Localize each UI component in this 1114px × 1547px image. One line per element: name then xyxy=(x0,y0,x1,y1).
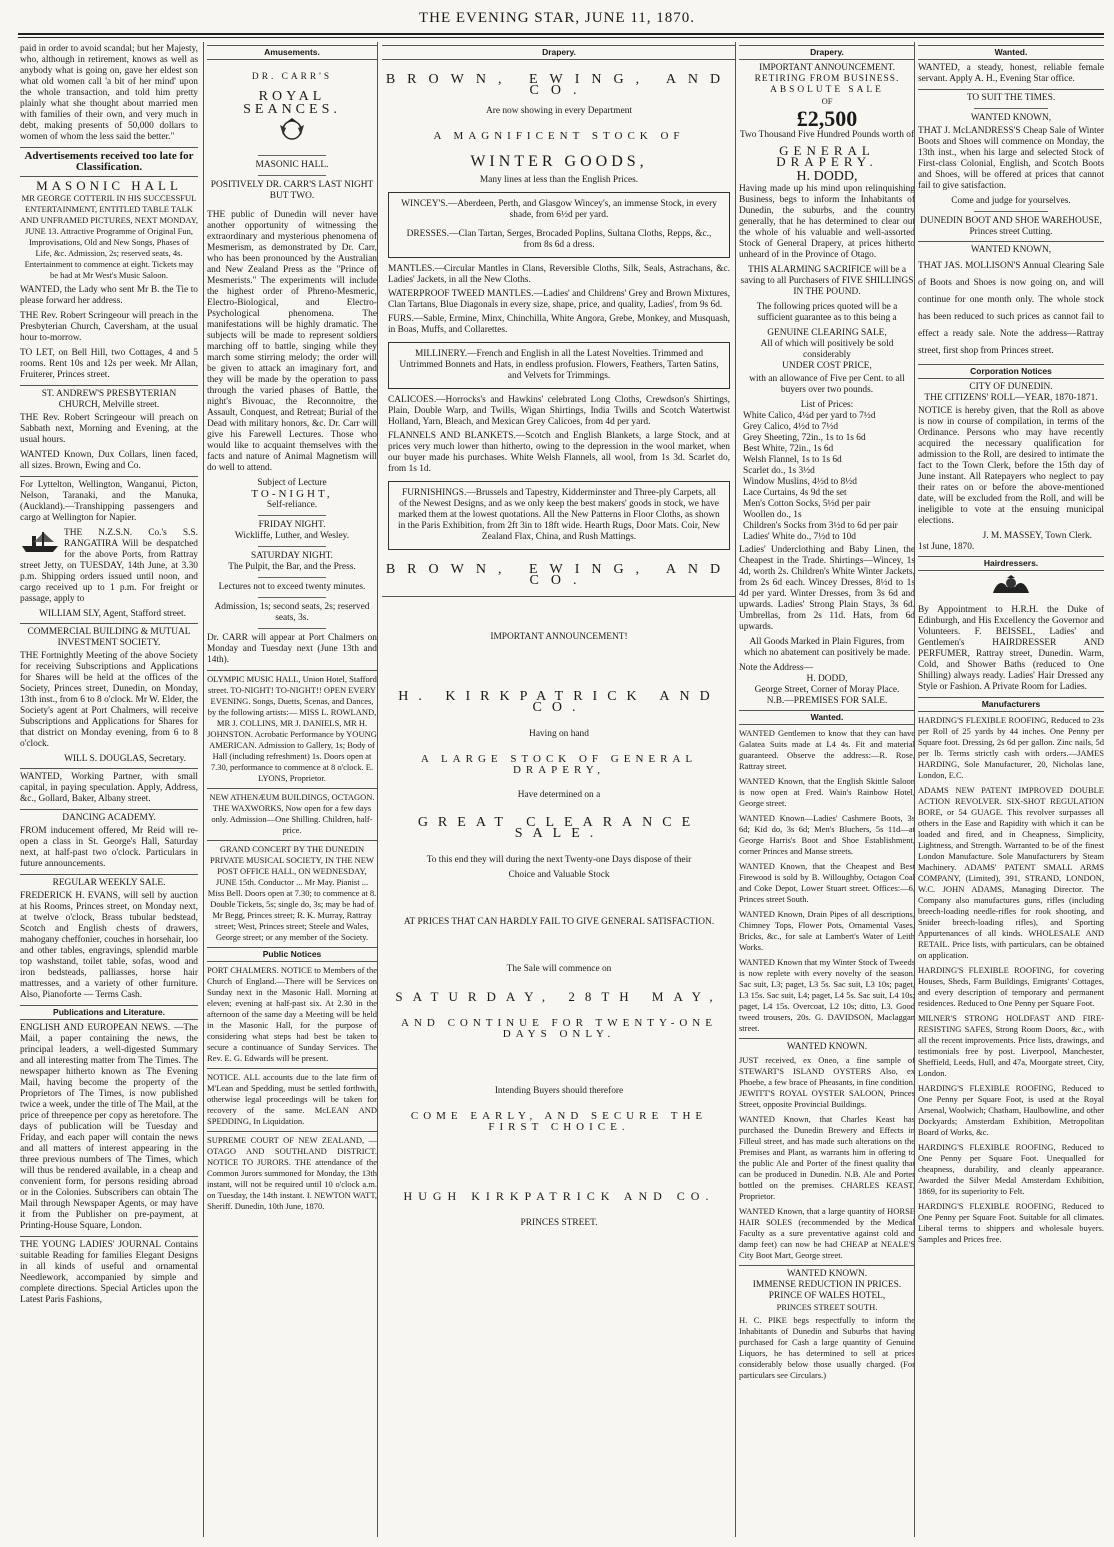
column-5 xyxy=(914,42,1104,1537)
important-announcement: IMPORTANT ANNOUNCEMENT. xyxy=(759,63,895,73)
divider xyxy=(974,211,1048,212)
column-3 xyxy=(377,42,736,1537)
alarming-sacrifice: THIS ALARMING SACRIFICE will be a saving to all Purchasers of FIVE SHILLINGS IN THE POUND. xyxy=(740,265,914,297)
of-label: OF xyxy=(821,96,833,106)
mclandress-ad: THAT J. McLANDRESS'S Cheap Sale of Winter Boots and Shoes will commence on Monday, the 13th inst., when his large and selected Stock of First-class Colonial, English, and Scotch Boots and Shoes, will be offered at prices that cannot fail to give satisfaction. xyxy=(918,126,1104,191)
wanted-dux-ad: WANTED Known, Dux Collars, linen faced, all sizes. Brown, Ewing and Co. xyxy=(20,450,198,471)
wanted-skittle: WANTED Known, that the English Skittle Saloon is now open at Fred. Wain's Rainbow Hotel, George street. xyxy=(739,776,915,808)
friday-subject: Wickliffe, Luther, and Wesley. xyxy=(234,531,350,541)
wanted-heading: Wanted. xyxy=(918,45,1104,60)
price-item: Grey Calico, 4½d to 7½d xyxy=(743,422,839,432)
divider xyxy=(258,175,326,176)
price-list xyxy=(739,411,915,543)
port-chalmers-appearance: Dr. CARR will appear at Port Chalmers on Monday and Tuesday next (June 13th and 14th). xyxy=(207,633,377,665)
spacer xyxy=(382,600,736,628)
oysters-ad: JUST received, ex Oneo, a fine sample of STEWART'S ISLAND OYSTERS Also, ex Phoebe, a few brace of Pheasants, in fine condition. JEWITT'S ROYAL OYSTER SALOON, Princes Street, opposite Provincial Buildings. xyxy=(739,1055,915,1109)
wanted-boots: WANTED Known—Ladies' Cashmere Boots, 3s 6d; Kid do, 3s 6d; Men's Bluchers, 5s 11d—at George Harris's Boot and Shoe Establishment, corner Princes and Manse streets. xyxy=(739,813,915,856)
divider xyxy=(207,1131,377,1132)
wanted-known-title-2: WANTED KNOWN. xyxy=(786,1269,868,1279)
mollison-ad: THAT JAS. MOLLISON'S Annual Clearing Sale of Boots and Shoes is now going on, and will continue for one month only. The whole stock has been reduced to such prices as cannot fail to effect a ready sale. Note the address—Rattray street, first shop from Princes street. xyxy=(918,261,1104,356)
royal-seances-text: ROYAL SEANCES. xyxy=(243,89,341,117)
dancing-academy-title: DANCING ACADEMY. xyxy=(62,813,156,823)
price-item: Grey Sheeting, 72in., 1s to 1s 6d xyxy=(743,433,866,443)
olympic-music-hall-ad: OLYMPIC MUSIC HALL, Union Hotel, Stafford street. TO-NIGHT! TO-NIGHT!! OPEN EVERY EVENING. Songs, Duetts, Scenas, and Dances, by the following artists:— MISS L. ROWLAND, MR J. COLLINS, MR J. DANIELS, MR H. JOHNSTON. Acrobatic Performance by YOUNG AMERICAN. Admission to Gallery, 1s; Body of Hall (including refreshment) 1s. Doors open at 7.30, performance to commence at 8 o'clock. E. LYONS, Proprietor. xyxy=(207,674,377,783)
sale-commence: The Sale will commence on xyxy=(506,964,612,974)
amusements-heading: Amusements. xyxy=(207,45,377,60)
following-prices: The following prices quoted will be a sufficient guarantee as to this being a xyxy=(756,302,898,323)
keast-ad: WANTED Known, that Charles Keast has purchased the Dunedin Brewery and Effects in Filleul street, and has made such alterations on the Premises and Plant, as warrants him in offering to the public Ale and Porter of the finest quality that can be produced in Dunedin. N.B. Ale and Porter bottled on the premises. CHARLES KEAST, Proprietor. xyxy=(739,1114,915,1201)
price-item: Ladies' White do., 7½d to 10d xyxy=(743,532,856,542)
masonic-hall-title: MASONIC HALL xyxy=(36,178,182,193)
dancing-academy-ad: FROM inducement offered, Mr Reid will re-open a class in St. George's Hall, Saturday next, at half-past two o'clock. Particulars in future announcements. xyxy=(20,826,198,869)
divider xyxy=(739,1265,915,1266)
column-4 xyxy=(735,42,915,1537)
furs-item: FURS.—Sable, Ermine, Minx, Chinchilla, White Angora, Grebe, Monkey, and Musquash, in Boas, Muffs, and Collarettes. xyxy=(388,314,730,335)
saturday-heading: SATURDAY NIGHT. xyxy=(251,551,333,561)
saturday-subject: The Pulpit, the Bar, and the Press. xyxy=(228,562,356,572)
drapery-heading: Drapery. xyxy=(739,45,915,60)
late-ads-heading: Advertisements received too late for Classification. xyxy=(24,150,194,173)
drapery-heading: Drapery. xyxy=(382,45,736,60)
mclean-spedding-notice: NOTICE. ALL accounts due to the late firm of M'Lean and Spedding, must be settled forthwith, otherwise legal proceedings will be taken for recovery of the same. McLEAN AND SPEDDING, In Liquidation. xyxy=(207,1072,377,1126)
important-announcement: IMPORTANT ANNOUNCEMENT! xyxy=(490,632,628,642)
furnishings-box: FURNISHINGS.—Brussels and Tapestry, Kidderminster and Three-ply Carpets, all of the Newest Designs, and as we only keep the best makers' goods in stock, we have marked them at the lowest quotations. All the New Patterns in Floor Cloths, as shown in the Paris Exhibition, from 2ft 3in to 18ft wide. Hearth Rugs, Door Mats. Coir, New Zealand Flax, China, and Rush Mattings. xyxy=(388,481,730,550)
secretary-signature: WILL S. DOUGLAS, Secretary. xyxy=(64,754,186,764)
shipping-ports: For Lyttelton, Wellington, Wanganui, Picton, Nelson, Taranaki, and the Manuka, (Auckland).—Transhipping passengers and cargo at Wellington for Napier. xyxy=(20,480,198,523)
to-let-ad: TO LET, on Bell Hill, two Cottages, 4 and 5 rooms. Rent 10s and 12s per week. Mr Allan, Fruiterer, Princes street. xyxy=(20,348,198,380)
divider xyxy=(739,1038,915,1039)
port-chalmers-notice: PORT CHALMERS. NOTICE to Members of the Church of England.—There will be Services on Sunday next in the Masonic Hall. Morning at eleven; evening at half-past six. At 2.30 in the afternoon of the same day a Meeting will be held in the Masonic Hall, for the purpose of considering what steps had best be taken to secure a continuance of Sunday Services. The Rev. E. G. Edwards will be present. xyxy=(207,965,377,1063)
lecture-length: Lectures not to exceed twenty minutes. xyxy=(218,582,366,592)
brown-ewing-footer: BROWN, EWING, AND CO. xyxy=(385,562,733,588)
city-of-dunedin: CITY OF DUNEDIN. xyxy=(969,382,1053,392)
dodd-name: H. DODD, xyxy=(796,169,858,184)
lecture-subject: Subject of Lecture xyxy=(257,478,327,488)
having-on-hand: Having on hand xyxy=(529,729,589,739)
divider xyxy=(20,768,198,769)
shipping-ad xyxy=(20,528,198,605)
friday-heading: FRIDAY NIGHT. xyxy=(258,520,326,530)
dodd-address: George Street, Corner of Moray Place. xyxy=(754,685,900,695)
divider xyxy=(20,809,198,810)
price-item: Welsh Flannel, 1s to 1s 6d xyxy=(743,455,842,465)
wanted-servant: WANTED, a steady, honest, reliable female servant. Apply A. H., Evening Star office. xyxy=(918,63,1104,84)
dunedin-boot-warehouse: DUNEDIN BOOT AND SHOE WAREHOUSE, Princes street Cutting. xyxy=(920,216,1102,237)
publications-heading: Publications and Literature. xyxy=(20,1005,198,1020)
article-continuation: paid in order to avoid scandal; but her Majesty, who, although in retirement, knows as well as anybody what is going on, gave her eldest son what old women call 'a bit of her mind' upon the whole transaction, and told him pretty plainly what she thought about married men with families of their own, and very much in debt, making presents of 50,000 dollars to women of whom the less said the better." xyxy=(20,44,198,142)
divider xyxy=(918,241,1104,242)
price-item: Woollen do., 1s xyxy=(743,510,802,520)
mantles-item: MANTLES.—Circular Mantles in Clans, Reversible Cloths, Silk, Seals, Astrachans, &c. Ladies' Jackets, in all the New Cloths. xyxy=(388,264,730,285)
dispose-line: To this end they will during the next Twenty-one Days dispose of their xyxy=(426,855,692,865)
admission-prices: Admission, 1s; second seats, 2s; reserved seats, 3s. xyxy=(214,602,370,623)
weekly-sale-title: REGULAR WEEKLY SALE. xyxy=(52,878,166,888)
divider xyxy=(20,1236,198,1237)
commercial-society-ad: THE Fortnightly Meeting of the above Society for receiving Subscriptions and Applications for Shares will be held at the offices of the Society, Princes street, Dunedin, on Monday, 13th inst., from 6 to 8 o'clock. Mr W. Elder, the Society's agent at Port Chalmers, will receive Subscriptions and Applications for Shares for that district on Monday evening, from 6 to 8 o'clock. xyxy=(20,651,198,749)
suit-the-times: TO SUIT THE TIMES. xyxy=(966,93,1056,103)
masthead xyxy=(0,0,1114,40)
athenaeum-ad: NEW ATHENÆUM BUILDINGS, OCTAGON. THE WAXWORKS, Now open for a few days only. Admission—One Shilling. Children, half-price. xyxy=(209,792,375,835)
choice-stock: Choice and Valuable Stock xyxy=(508,870,610,880)
spacer xyxy=(382,1147,736,1175)
harding-roofing-1: HARDING'S FLEXIBLE ROOFING, Reduced to 23s per Roll of 25 yards by 44 inches. One Penny per Square foot. Dressing, 2s 6d per gallon. Zinc nails, 5d per lb. Terms strictly cash with orders.—JAMES HARDING, Sole Manufacturer, 20, Nicholas lane, London, E.C. xyxy=(918,715,1104,780)
note-address: Note the Address— xyxy=(739,663,813,673)
agent-signature: WILLIAM SLY, Agent, Stafford street. xyxy=(39,609,186,619)
grand-concert-ad: GRAND CONCERT BY THE DUNEDIN PRIVATE MUSICAL SOCIETY, IN THE NEW POST OFFICE HALL, ON WEDNESDAY, JUNE 15th. Conductor ... Mr May. Pianist ... Miss Bell. Doors open at 7.30; to commence at 8. Double Tickets, 5s; single do, 3s; may be had of Mr Begg, Princes street; R. K. Murray, Rattray street; West, Princes street; Steele and Wales, George street; or any member of the Society. xyxy=(207,844,377,942)
under-cost: UNDER COST PRICE, xyxy=(782,361,872,371)
divider xyxy=(207,1068,377,1069)
divider xyxy=(258,546,326,547)
divider xyxy=(207,670,377,671)
price-item: White Calico, 4¼d per yard to 7½d xyxy=(743,411,876,421)
dresses-item: DRESSES.—Clan Tartan, Serges, Brocaded Poplins, Sultana Cloths, Repps, &c., from 8s 6d a dress. xyxy=(406,229,712,250)
spacer xyxy=(382,932,736,960)
roll-notice: NOTICE is hereby given, that the Roll as above is now in course of compilation, in terms of the Ordinance. Persons who may have recently acquired the necessary qualification for admission to the Roll, are desired to intimate the fact to the Town Clerk, before the 15th day of June instant. All Ratepayers who neglect to pay their rates on or before the above-mentioned date, will be excluded from the Roll, and will be ineligible to vote at the ensuing municipal elections. xyxy=(918,406,1104,526)
wanted-known-title: WANTED KNOWN. xyxy=(786,1042,868,1052)
all-sold: All of which will positively be sold considerably xyxy=(760,339,894,360)
millinery-box: MILLINERY.—French and English in all the Latest Novelties. Trimmed and Untrimmed Bonnets and Hats, in endless profusion. Flowers, Feathers, Tarten Satins, and Velvets for Trimmings. xyxy=(388,342,730,389)
divider xyxy=(20,385,198,386)
winceys-dresses-box xyxy=(388,192,730,258)
spacer xyxy=(382,1054,736,1082)
sale-date: SATURDAY, 28TH MAY, xyxy=(395,989,723,1004)
dodd-signature: H. DODD, xyxy=(806,674,848,684)
kirkpatrick-title: H. KIRKPATRICK AND CO. xyxy=(398,689,720,715)
amount-words: Two Thousand Five Hundred Pounds worth of xyxy=(739,130,915,140)
english-news-ad: ENGLISH AND EUROPEAN NEWS. —The Mail, a paper containing the news, the principal leaders, a well-digested Summary and all interesting matter from The Times. The newspaper hitherto known as The Evening Mail, having become the property of the Proprietors of The Times, is now published twice a week, under the title of The Mail, at the price of threepence per copy as heretofore. The days of publication will be Tuesday and Friday, and each paper will contain the news and all matters of interest appearing in the three previous numbers of The Times, which will thus be rendered available, in a cheap and convenient form, for persons residing abroad or in the Colonies. Subscribers can obtain The Mail through Newspaper Agents, or may have it from the Publisher on pre-payment, at Printing-House Square, London. xyxy=(20,1023,198,1231)
st-andrews-title: ST. ANDREW'S PRESBYTERIAN CHURCH, Melville street. xyxy=(41,389,177,410)
wanted-known-2: WANTED KNOWN, xyxy=(970,245,1052,255)
wanted-tweeds: WANTED Known that my Winter Stock of Tweeds is now replete with every novelty of the season. Sac suit, L3; paget, L3 5s. Sac suit, L3 10s; paget, L3 15s. Sac suit, L4; paget, L4 5s. Sac suit, L4 10s; paget, L4 15s. Overcoat, L2 10s; ditto, L3. Good tweed trousers, 20s. G. DAVIDSON, Maclaggan street. xyxy=(739,957,915,1033)
retiring-from-business: RETIRING FROM BUSINESS. xyxy=(754,74,900,84)
beissel-ad: By Appointment to H.R.H. the Duke of Edinburgh, and His Excellency the Governor and Volunteers. F. BEISSEL, Ladies' and Gentlemen's HAIRDRESSER AND PERFUMER, Rattray street, Dunedin. Warm, Cold, and Shower Baths (reduced to One Shilling) always ready. Ladies' Hair Dressed any Style or Fashion. A Private Room for Ladies. xyxy=(918,605,1104,692)
divider xyxy=(258,515,326,516)
brown-ewing-title: BROWN, EWING, AND CO. xyxy=(385,72,733,98)
citizens-roll: THE CITIZENS' ROLL—YEAR, 1870-1871. xyxy=(924,393,1098,403)
masthead-title: THE EVENING STAR, JUNE 11, 1870. xyxy=(418,10,696,26)
plain-figures: All Goods Marked in Plain Figures, from which no abatement can positively be made. xyxy=(743,637,911,658)
masthead-rule-thin xyxy=(18,37,1104,38)
hairdressers-heading: Hairdressers. xyxy=(918,556,1104,571)
dodd-body: Having made up his mind upon relinquishing Business, begs to inform the Inhabitants of Dunedin, the suburbs, and the country generally, that he has determined to clear out the whole of his valuable and well-assorted Stock of General Drapery, at prices hitherto unheard of in the Province of Otago. xyxy=(739,184,915,260)
town-clerk: J. M. MASSEY, Town Clerk. xyxy=(982,531,1092,541)
st-andrews-ad: THE Rev. Robert Scringeour will preach on Sabbath next, Morning and Evening, at the usual hours. xyxy=(20,413,198,445)
divider xyxy=(258,577,326,578)
winceys-item: WINCEY'S.—Aberdeen, Perth, and Glasgow Wincey's, an immense Stock, in every shade, from 6½d per yard. xyxy=(401,199,717,220)
prince-of-wales: PRINCE OF WALES HOTEL, xyxy=(768,1291,886,1301)
immense-reduction: IMMENSE REDUCTION IN PRICES. xyxy=(752,1280,902,1290)
tonight-heading: TO-NIGHT, xyxy=(251,488,333,500)
divider xyxy=(258,597,326,598)
general-drapery: GENERAL DRAPERY. xyxy=(776,143,878,169)
harding-roofing-3: HARDING'S FLEXIBLE ROOFING, Reduced to One Penny per Square Foot, is used at the Royal Arsenal, Woolwich; Chatham, Haulbowline, and other Dockyards; Amsterdam Exhibition, Metropolitan Board of Works, &c. xyxy=(918,1083,1104,1137)
hugh-kirkpatrick-footer: HUGH KIRKPATRICK AND CO. xyxy=(403,1189,715,1203)
wanted-drain-pipes: WANTED Known, Drain Pipes of all descriptions, Chimney Tops, Flower Pots, Ornamental Vases, Bricks, &c., for sale at Lambert's Water of Leith Works. xyxy=(739,909,915,952)
column-1 xyxy=(20,42,198,1537)
come-early: COME EARLY, AND SECURE THE FIRST CHOICE. xyxy=(410,1110,708,1133)
intending-buyers: Intending Buyers should therefore xyxy=(494,1086,624,1096)
wanted-partner-ad: WANTED, Working Partner, with small capital, in paying speculation. Apply, Address, &c., Gollard, Baker, Albany street. xyxy=(20,772,198,804)
masonic-hall-ad: MR GEORGE COTTERIL IN HIS SUCCESSFUL ENTERTAINMENT, ENTITLED TABLE TALK AND UNFRAMED PICTURES, NEXT MONDAY, JUNE 13. Attractive Programme of Original Fun, Improvisations, Old and New Songs, Phases of Life, &c. Admission, 2s; reserved seats, 4s. Entertainment to commence at eight. Tickets may be had at Mr West's Music Saloon. xyxy=(20,193,198,280)
wanted-heading: Wanted. xyxy=(739,710,915,725)
harding-roofing-5: HARDING'S FLEXIBLE ROOFING, Reduced to One Penny per Square Foot. Suitable for all climates. Liberal terms to shippers and wholesale buyers. Samples and Prices free. xyxy=(918,1201,1104,1244)
divider xyxy=(382,596,736,597)
weekly-sale-ad: FREDERICK H. EVANS, will sell by auction at his Rooms, Princes street, on Monday next, at twelve o'clock, Brass tubular bedstead, Scotch and English chests of drawers, mahogany cheffonier, couches in horsehair, loo and other tables, engravings, splendid marble top washstand, toilet table, sofas, wood and iron bedsteads, palliasses, horse hair mattresses, and a variety of other furniture. Also, Pianoforte — Terms Cash. xyxy=(20,891,198,1000)
divider xyxy=(20,147,198,148)
underclothing-list: Ladies' Underclothing and Baby Linen, the Cheapest in the Trade. Shirtings—Wincey, 1s 4d, worth 2s. Children's White Winter Jackets, from 2s 6d each. Wincey Dresses, 8½d to 1s 4d per yard. Winter Dresses, from 3s 6d and upwards. Ladies' Strong Plain Stays, 3s 6d. Umbrellas, from 2s 11d. Hats, from 6d upwards. xyxy=(739,545,915,632)
showing-line: Are now showing in every Department xyxy=(485,106,633,116)
commercial-society-title: COMMERCIAL BUILDING & MUTUAL INVESTMENT SOCIETY. xyxy=(27,627,191,648)
hardly-fail: AT PRICES THAT CAN HARDLY FAIL TO GIVE GENERAL SATISFACTION. xyxy=(403,917,715,927)
magnificent-stock: A MAGNIFICENT STOCK OF xyxy=(433,130,685,142)
price-item: Children's Socks from 3½d to 6d per pair xyxy=(743,521,898,531)
steamship-icon xyxy=(20,528,60,558)
pike-ad: H. C. PIKE begs respectfully to inform the Inhabitants of Dunedin and Suburbs that having purchased for Cash a large quantity of Genuine Liquors, he has determined to sell at prices considerably below those usually charged. (For particulars see Circulars.) xyxy=(739,1315,915,1380)
genuine-clearing: GENUINE CLEARING SALE, xyxy=(767,328,887,338)
shipping-body: THE N.Z.S.N. Co.'s S.S. RANGATIRA Will be despatched for the above Ports, from Rattray street Jetty, on TUESDAY, 14th June, at 3.30 p.m. Shipping orders issued until noon, and cargo received up to 1 p.m. For freight or passage, apply to xyxy=(20,528,198,604)
masthead-rule xyxy=(18,33,1104,35)
divider xyxy=(207,840,377,841)
milner-safes-ad: MILNER'S STRONG HOLDFAST AND FIRE-RESISTING SAFES, Strong Room Doors, &c., with all the recent improvements. Price lists, drawings, and testimonials free by post. Liverpool, Manchester, Sheffield, Leeds, Hull, and 47a, Moorgate street, City, London. xyxy=(918,1013,1104,1078)
princes-street: PRINCES STREET. xyxy=(520,1218,598,1228)
twenty-one-days: AND CONTINUE FOR TWENTY-ONE DAYS ONLY. xyxy=(401,1017,717,1040)
great-clearance-sale: GREAT CLEARANCE SALE. xyxy=(417,815,701,841)
divider xyxy=(207,788,377,789)
royal-crest-icon xyxy=(207,117,377,147)
last-night-notice: POSITIVELY DR. CARR'S LAST NIGHT BUT TWO. xyxy=(210,180,374,201)
prince-address: PRINCES STREET SOUTH. xyxy=(776,1302,878,1312)
premises-for-sale: N.B.—PREMISES FOR SALE. xyxy=(766,696,888,706)
spacer xyxy=(382,885,736,913)
carr-title: DR. CARR'S xyxy=(251,72,333,82)
divider xyxy=(258,628,326,629)
harding-roofing-2: HARDING'S FLEXIBLE ROOFING, for covering Houses, Sheds, Farm Buildings, Emigrants' Cottages, and every description of temporary and permanent residences. Reduced to One Penny per Square Foot. xyxy=(918,965,1104,1008)
column-2 xyxy=(203,42,377,1537)
manufacturers-heading: Manufacturers xyxy=(918,697,1104,712)
calicoes-item: CALICOES.—Horrocks's and Hawkins' celebrated Long Cloths, Crewdson's Shirtings, Plain, Double Warp, and Twills, Wigan Shirtings, India Twills and Scotch Watertwist Holland, Yarn, Bleach, and Mexican Grey Calicoes, from 4d per yard. xyxy=(388,395,730,427)
young-ladies-journal-ad: THE YOUNG LADIES' JOURNAL Contains suitable Reading for families Elegant Designs in all kinds of useful and ornamental Needlework, accompanied by simple and complete directions. Special Articles upon the Latest Paris Fashions, xyxy=(20,1240,198,1305)
royal-arms-icon xyxy=(918,575,1104,601)
absolute-sale: ABSOLUTE SALE xyxy=(770,85,884,95)
divider xyxy=(20,476,198,477)
tonight-subject: Self-reliance. xyxy=(266,500,318,510)
divider xyxy=(974,108,1048,109)
wanted-known: WANTED KNOWN, xyxy=(970,113,1052,123)
price-item: Lace Curtains, 4s 9d the set xyxy=(743,488,847,498)
less-than-english: Many lines at less than the English Prices. xyxy=(479,175,639,185)
large-stock: A LARGE STOCK OF GENERAL DRAPERY, xyxy=(420,753,698,776)
waterproof-item: WATERPROOF TWEED MANTLES.—Ladies' and Childrens' Grey and Brown Mixtures, Clan Tartans, Blue Diagonals in every size, shape, price, and quality, Ladies', from 9s 6d. xyxy=(388,289,730,310)
spacer xyxy=(382,647,736,675)
harding-roofing-4: HARDING'S FLEXIBLE ROOFING, Reduced to One Penny per Square Foot. Unequalled for cheapness, durability, and cleanly appearance. Awarded the Silver Medal Amsterdam Exhibition, 1869, for its superiority to Felt. xyxy=(918,1142,1104,1196)
divider xyxy=(20,623,198,624)
horse-hair-ad: WANTED Known, that a large quantity of HORSE HAIR SOLES (recommended by the Medical Faculty as a sure preventative against cold and damp feet) can now be had CHEAP at NEALE'S City Boot Mart, George street. xyxy=(739,1206,915,1260)
corporation-heading: Corporation Notices xyxy=(918,364,1104,379)
scringeour-ad: THE Rev. Robert Scringeour will preach in the Presbyterian Church, Caversham, at the usual hour to-morrow. xyxy=(20,311,198,343)
supreme-court-notice: SUPREME COURT OF NEW ZEALAND, —OTAGO AND SOUTHLAND DISTRICT. NOTICE TO JURORS. THE attendance of the Common Jurors summoned for Monday, the 13th instant, will not be required until 10 o'clock a.m. on Tuesday, the 14th instant. I. NEWTON WATT, Sheriff. Dunedin, 10th June, 1870. xyxy=(207,1135,377,1211)
masonic-hall-label: MASONIC HALL. xyxy=(255,160,329,170)
public-notices-heading: Public Notices xyxy=(207,947,377,962)
price-item: Best White, 72in., 1s 6d xyxy=(743,444,834,454)
divider xyxy=(20,176,198,177)
list-of-prices-title: List of Prices: xyxy=(800,400,854,410)
winter-goods-title: WINTER GOODS, xyxy=(470,153,648,170)
five-percent: with an allowance of Five per Cent. to all buyers over two pounds. xyxy=(749,374,905,395)
divider xyxy=(258,155,326,156)
price-item: Window Muslins, 4½d to 8½d xyxy=(743,477,857,487)
price-item: Scarlet do., 1s 3½d xyxy=(743,466,815,476)
carr-body: THE public of Dunedin will never have another opportunity of witnessing the extraordinary and mysterious phenomena of Mesmerism, as demonstrated by Dr. Carr, who has been pronounced by the Australian and New Zealand Press as the "Prince of Mesmerists." The experiments will include the highest order of Phreno-Mesmeric, Electro-Biological, and Electro-Psychological phenomena. The manifestations will be highly dramatic. The subjects will be made to represent soldiers marching off to battle, singing while they march some stirring melody; the order will be given to attack an imaginary fort, and they will be made by the operation to pass through the varied phases of Battle, the night's Bivouac, the Reconnoitre, the Assault, Conquest, and Retreat; Burial of the Dead with military honors, &c. Dr. Carr will give his Farewell Lectures. Those who would like to acquaint themselves with the facts and nature of Animal Magnetism will do well to attend. xyxy=(207,210,377,473)
notice-date: 1st June, 1870. xyxy=(918,542,975,552)
wanted-galatea: WANTED Gentlemen to know that they can have Galatea Suits made at L4 4s. Fit and material guaranteed. Observe the address:—R. Rose, Rattray street. xyxy=(739,728,915,771)
wanted-lady-ad: WANTED, the Lady who sent Mr B. the Tie to please forward her address. xyxy=(20,285,198,306)
flannels-item: FLANNELS AND BLANKETS.—Scotch and English Blankets, a large Stock, and at prices very much lower than hitherto, owing to the depression in the wool market, when our buyer made his purchases. White Welsh Flannels, all wool, from 1s 3d. Scarlet do, from 1s 1d. xyxy=(388,431,730,474)
wanted-firewood: WANTED Known, that the Cheapest and Best Firewood is sold by B. Willoughby, Octagon Coal and Coke Depot, Lower Stuart street. Offices:—6, Princes street South. xyxy=(739,861,915,904)
adams-revolver-ad: ADAMS NEW PATENT IMPROVED DOUBLE ACTION REVOLVER. SIX-SHOT REGULATION BORE, or 54 GUAGE. This revolver surpasses all others in the Ease and Rapidity with which it can be loaded and fired, and in Cheapness, Simplicity, Lightness, and Strength. Warranted to be of the finest London Manufacture. Sole Manufacturers by Steam Machinery. ADAMS' PATENT SMALL ARMS COMPANY, (Limited), 391, STRAND, LONDON, W.C. JOHN ADAMS, Managing Director. The Company also manufactures guns, rifles (including breech-loading needle-rifles for rook shooting, and Snider breech-loading rifles), and Sporting Appurtenances of all kinds. WHOLESALE AND RETAIL. Price lists, with particulars, can be obtained on application. xyxy=(918,785,1104,960)
royal-seances-title xyxy=(207,91,377,147)
have-determined: Have determined on a xyxy=(517,790,601,800)
price-item: Men's Cotton Socks, 5½d per pair xyxy=(743,499,871,509)
come-and-judge: Come and judge for yourselves. xyxy=(951,196,1071,206)
divider xyxy=(20,874,198,875)
divider xyxy=(918,89,1104,90)
sale-amount: £2,500 xyxy=(796,106,858,131)
